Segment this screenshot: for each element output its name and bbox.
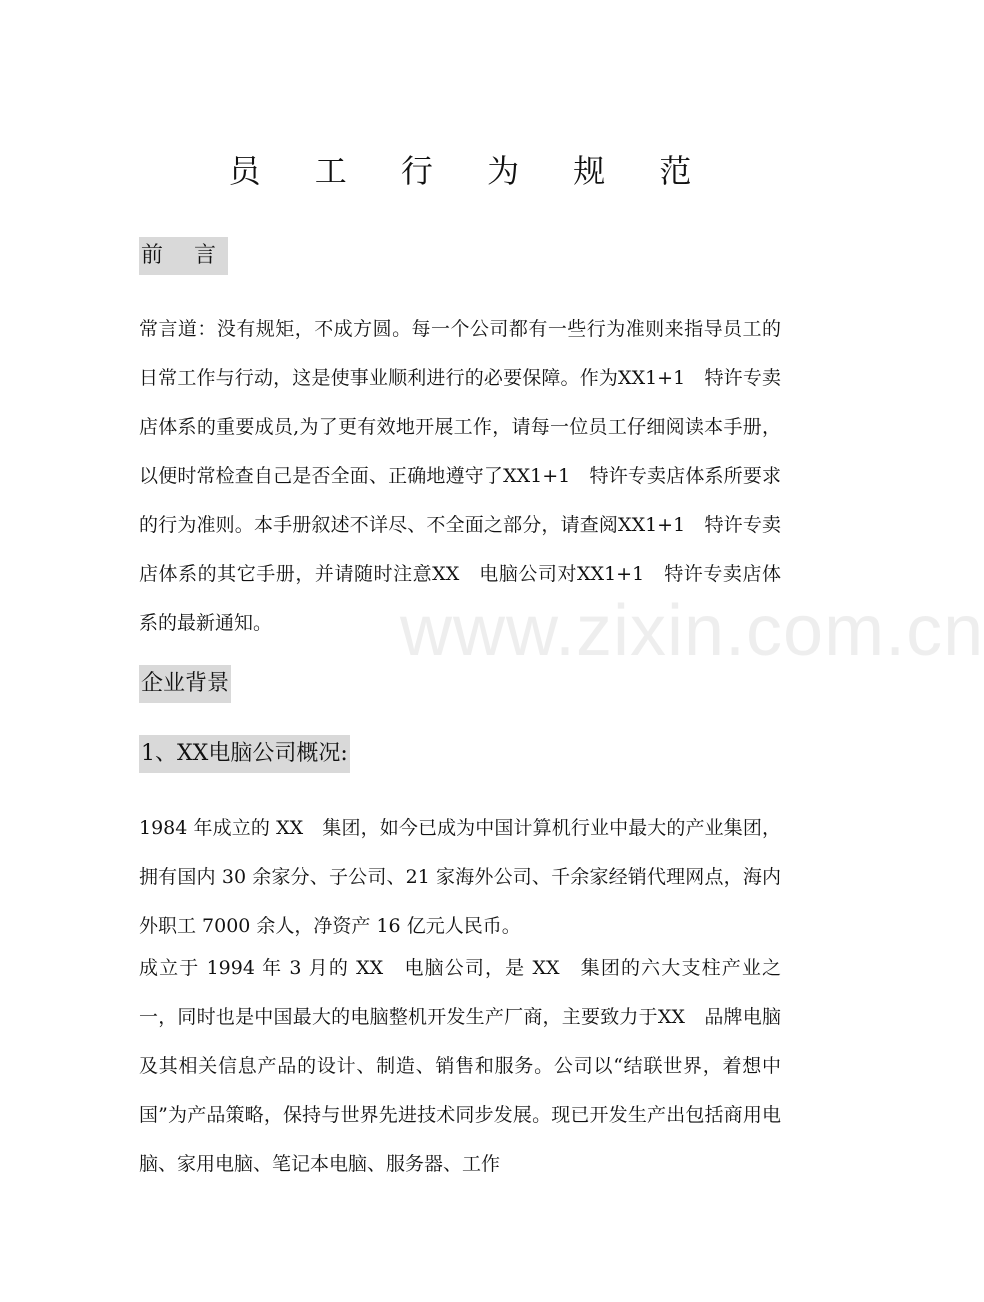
document-title: 员 工 行 为 规 范 bbox=[228, 152, 714, 190]
preface-paragraph: 常言道：没有规矩，不成方圆。每一个公司都有一些行为准则来指导员工的日常工作与行动，这是使事业顺利进行的必要保障。作为XX1+1 特许专卖店体系的重要成员,为了更有效地开展工作，请每一位员工仔细阅读本手册，以便时常检查自己是否全面、正确地遵守了XX1+1 特许专卖店体系所要求的行为准则。本手册叙述不详尽、不全面之部分，请查阅XX1+1 特许专卖店体系的其它手册，并请随时注意XX 电脑公司对XX1+1 特许专卖店体系的最新通知。 bbox=[139, 318, 781, 634]
preface-heading: 前 言 bbox=[139, 237, 228, 275]
section-1-heading: 1、XX电脑公司概况: bbox=[139, 735, 350, 773]
background-heading: 企业背景 bbox=[139, 665, 231, 703]
watermark: www.zixin.com.cn bbox=[400, 591, 984, 671]
group-overview-paragraph: 1984 年成立的 XX 集团，如今已成为中国计算机行业中最大的产业集团，拥有国内 30 余家分、子公司、21 家海外公司、千余家经销代理网点，海内外职工 7000 余人，净资产 16 亿元人民币。 bbox=[139, 817, 781, 937]
company-overview-paragraph: 成立于 1994 年 3 月的 XX 电脑公司，是 XX 集团的六大支柱产业之一，同时也是中国最大的电脑整机开发生产厂商，主要致力于XX 品牌电脑及其相关信息产品的设计、制造、销售和服务。公司以“结联世界，着想中国”为产品策略，保持与世界先进技术同步发展。现已开发生产出包括商用电脑、家用电脑、笔记本电脑、服务器、工作 bbox=[139, 957, 781, 1175]
